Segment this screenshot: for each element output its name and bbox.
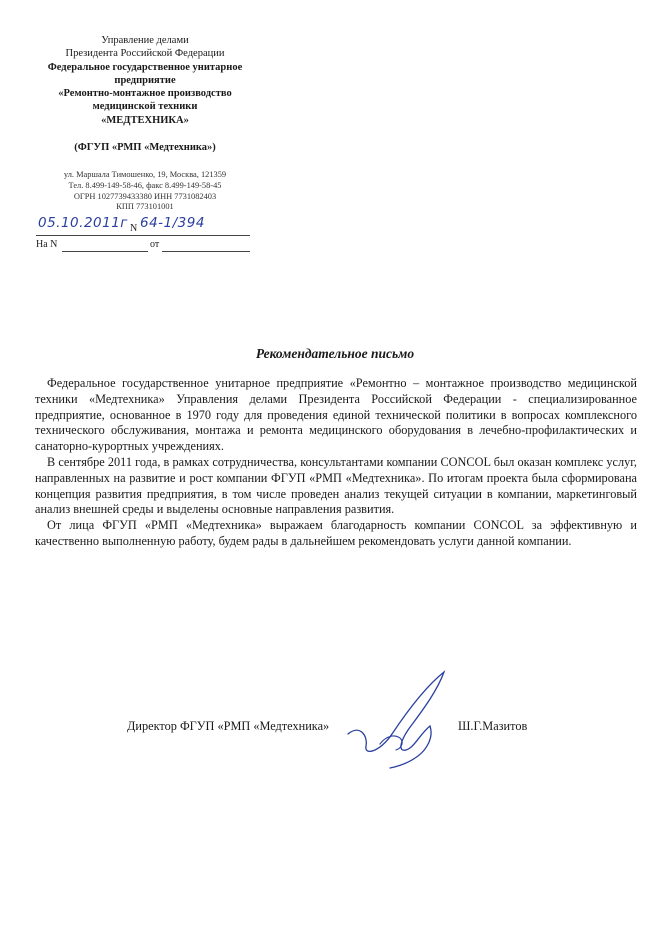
- signature-graphic: [340, 664, 460, 774]
- letterhead-line: «Ремонтно-монтажное производство: [58, 88, 232, 100]
- number-label: N: [130, 223, 138, 234]
- letterhead-line: «МЕДТЕХНИКА»: [101, 114, 189, 126]
- letterhead-line: Президента Российской Федерации: [65, 48, 225, 60]
- from-date-underline: [162, 251, 250, 252]
- paragraph: В сентябре 2011 года, в рамках сотрудничества, консультантами компании CONCOL был оказан комплекс услуг, направленных на развитие и рост компании ФГУП «РМП «Медтехника». По итогам проекта была сформирована концепция развития предприятия, в том числе проведен анализ текущей ситуации в компании, маркетинговый анализ внешней среды и выделены основные направления развития.: [35, 454, 637, 517]
- handwritten-date: 05.10.2011г: [38, 215, 128, 231]
- from-label: от: [150, 239, 160, 250]
- phone-fax: Тел. 8.499-149-58-46, факс 8.499-149-58-45: [68, 180, 222, 190]
- contact-block: [30, 170, 260, 213]
- letterhead: [30, 34, 260, 154]
- letterhead-line: Федеральное государственное унитарное: [47, 61, 243, 73]
- ogrn-inn: ОГРН 1027739433380 ИНН 7731082403: [73, 191, 217, 201]
- kpp: КПП 773101001: [116, 202, 174, 212]
- reference-underline: [36, 235, 250, 236]
- letter-title: Рекомендательное письмо: [255, 346, 415, 361]
- letter-body: [35, 376, 637, 550]
- paragraph: Федеральное государственное унитарное предприятие «Ремонтно – монтажное производство медицинской техники «Медтехника» Управления делами Президента Российской Федерации - специализированное предприятие, основанное в 1970 году для проведения единой технической политики в вопросах комплексного технического обслуживания, монтажа и ремонта медицинского оборудования в лечебно-профилактических и санаторно-курортных учреждениях.: [35, 376, 637, 454]
- letterhead-line: медицинской техники: [92, 101, 198, 113]
- letterhead-line: Управление делами: [101, 35, 189, 46]
- signatory-name: Ш.Г.Мазитов: [458, 719, 528, 733]
- letterhead-line: предприятие: [114, 74, 176, 86]
- handwritten-number: 64-1/394: [140, 215, 205, 231]
- address: ул. Маршала Тимошенко, 19, Москва, 121359: [63, 170, 227, 179]
- on-number-label: На N: [36, 239, 58, 250]
- incoming-reference: [36, 238, 250, 254]
- signatory-title: Директор ФГУП «РМП «Медтехника»: [127, 719, 330, 733]
- paragraph: От лица ФГУП «РМП «Медтехника» выражаем благодарность компании CONCOL за эффективную и качественно выполненную работу, будем рады в дальнейшем рекомендовать услуги данной компании.: [35, 518, 637, 548]
- outgoing-reference: [36, 215, 250, 237]
- organization-short-name: (ФГУП «РМП «Медтехника»): [74, 142, 216, 154]
- on-number-underline: [62, 251, 148, 252]
